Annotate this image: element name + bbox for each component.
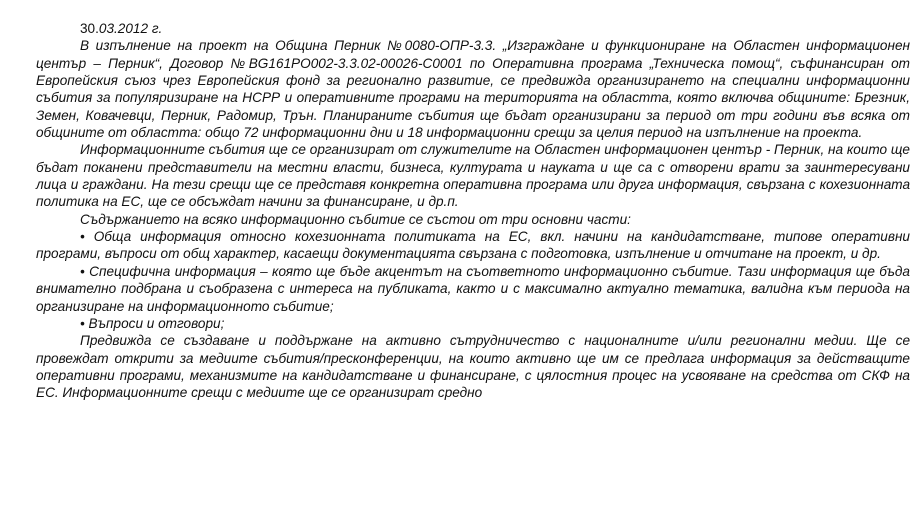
paragraph-event-content: Съдържанието на всяко информационно събитие се състои от три основни части: — [80, 211, 631, 227]
paragraph-project-intro: В изпълнение на проект на Община Перник №0080-ОПР-3.3. „Изграждане и функциониране на Областен информационен център – Перник“, Договор №BG161PO002-3.3.02-00026-C0001 по Оперативна програма „Техническа помощ“, съфинансиран от Европейския съюз чрез Европейския фонд за регионално развитие, се предвижда организирането на специални информационни събития за популяризиране на НСРР и оперативните програми на територията на областта, която включва общините: Брезник, Земен, Ковачевци, Перник, Радомир, Трън. Планираните събития ще бъдат организирани за период от три години във всяка от общините от областта: общо 72 информационни дни и 18 информационни срещи за целия период на изпълнение на проекта. — [36, 38, 910, 141]
date-rest: 03.2012 г. — [98, 21, 163, 36]
bullet-questions-answers: • Въпроси и отговори; — [80, 315, 225, 331]
document-date — [80, 20, 910, 37]
bullet-general-info: • Обща информация относно кохезионната политиката на ЕС, вкл. начини на кандидатстване, типове оперативни програми, въпроси от общ характер, касаещи документацията свързана с подготовка, изпълнение и отчитане на проект, и др. — [36, 229, 910, 262]
paragraph-events-organization: Информационните събития ще се организират от служителите на Областен информационен център - Перник, на които ще бъдат поканени представители на местни власти, бизнеса, културата и науката и ще са с отворени врати за заинтересувани лица и граждани. На тези срещи ще се представя конкретна оперативна програма или друга информация, свързана с кохезионната политика на ЕС, ще се обсъждат начини за финансиране, и др.п. — [36, 142, 910, 210]
document-page — [36, 20, 910, 402]
bullet-specific-info: • Специфична информация – която ще бъде акцентът на съответното информационно събитие. Тази информация ще бъда внимателно подбрана и съобразена с интереса на публиката, както и с максимално актуално тематика, валидна към периода на организиране на информационното събитие; — [36, 263, 910, 314]
date-day: 30. — [80, 21, 99, 36]
paragraph-media-cooperation: Предвижда се създаване и поддържане на активно сътрудничество с националните и/или регионални медии. Ще се провеждат открити за медиите събития/пресконференции, на които активно ще им се предлага информация за действащите оперативни програми, механизмите на кандидатстване и финансиране, с цялостния процес на усвояване на средства от СКФ на ЕС. Информационните срещи с медиите ще се организират средно — [36, 333, 910, 401]
